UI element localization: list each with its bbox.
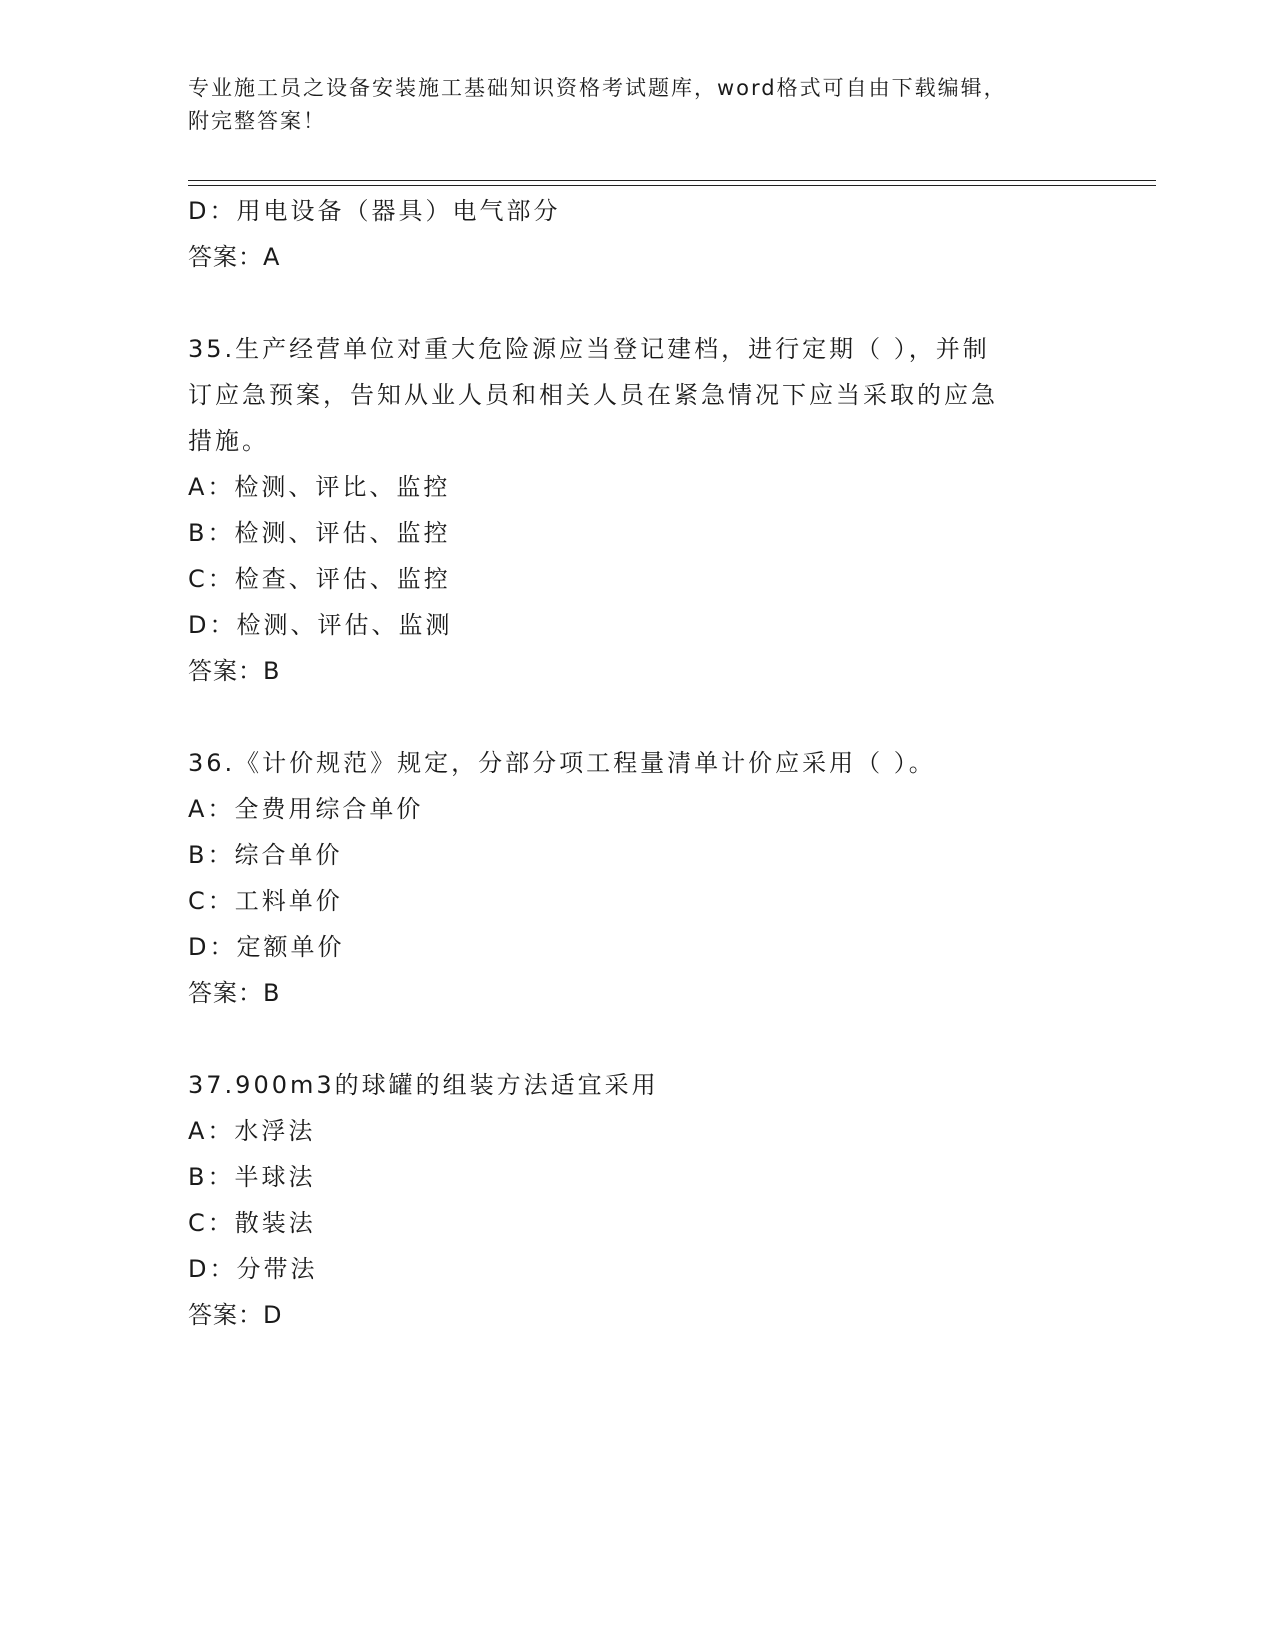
question-stem-line: 订应急预案，告知从业人员和相关人员在紧急情况下应当采取的应急 [188,381,998,409]
spacer [188,280,1088,326]
answer-line: 答案：A [188,243,281,271]
spacer [188,694,1088,740]
header-divider-bottom [188,185,1156,186]
answer-line: 答案：B [188,657,281,685]
question-stem-line: 35.生产经营单位对重大危险源应当登记建档，进行定期（ ），并制 [188,335,990,363]
document-body [188,188,1088,1338]
option-d: D：定额单价 [188,933,345,961]
question-stem-line: 措施。 [188,427,269,455]
option-a: A：检测、评比、监控 [188,473,451,501]
spacer [188,1016,1088,1062]
prev-question-tail [188,188,1088,280]
option-c: C：散装法 [188,1209,316,1237]
document-header [188,72,1088,138]
option-d: D：分带法 [188,1255,318,1283]
option-c: C：工料单价 [188,887,343,915]
option-b: B：半球法 [188,1163,316,1191]
question-35 [188,326,1088,694]
question-36 [188,740,1088,1016]
header-line-2: 附完整答案！ [188,109,326,133]
question-stem-line: 37.900m3的球罐的组装方法适宜采用 [188,1071,659,1099]
option-d: D：检测、评估、监测 [188,611,453,639]
option-d: D：用电设备（器具）电气部分 [188,197,561,225]
option-a: A：水浮法 [188,1117,316,1145]
question-37 [188,1062,1088,1338]
answer-line: 答案：D [188,1301,283,1329]
option-b: B：检测、评估、监控 [188,519,451,547]
option-b: B：综合单价 [188,841,343,869]
option-c: C：检查、评估、监控 [188,565,451,593]
header-divider-top [188,180,1156,181]
answer-line: 答案：B [188,979,281,1007]
option-a: A：全费用综合单价 [188,795,424,823]
header-line-1: 专业施工员之设备安装施工基础知识资格考试题库，word格式可自由下载编辑， [188,76,1007,100]
question-stem-line: 36.《计价规范》规定，分部分项工程量清单计价应采用（ ）。 [188,749,936,777]
